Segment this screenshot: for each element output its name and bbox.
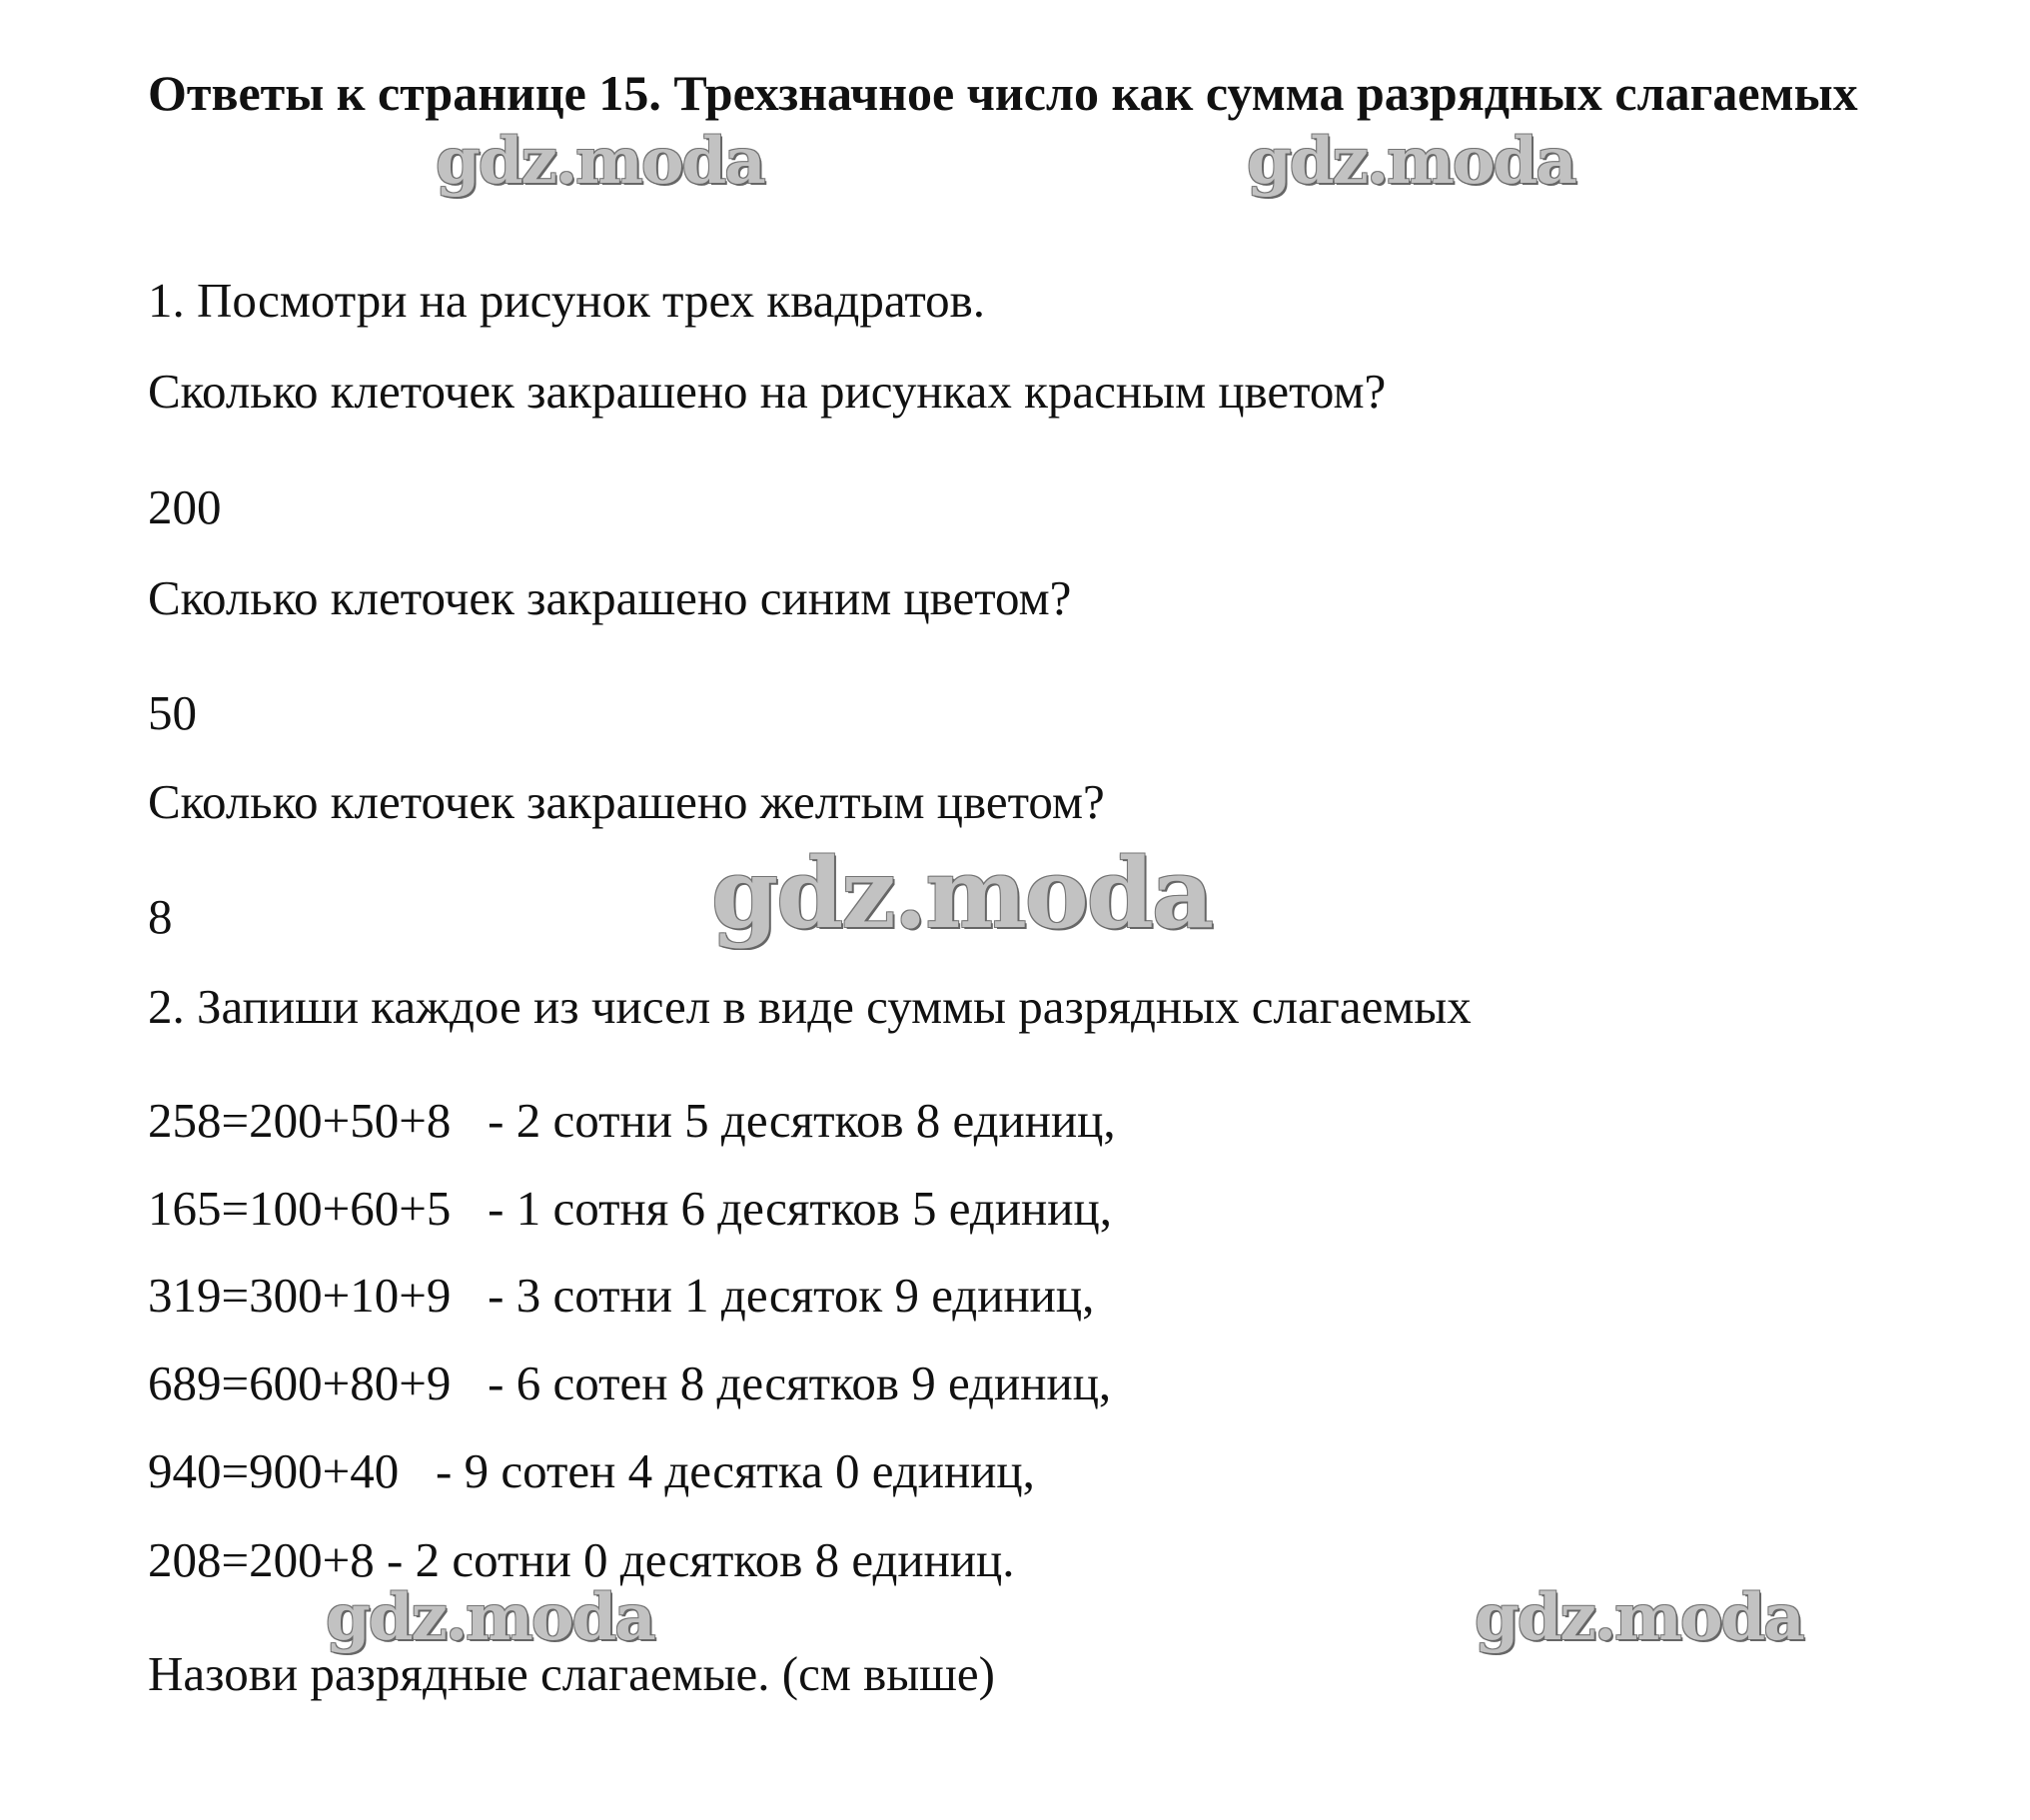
expansion-line: 165=100+60+5 - 1 сотня 6 десятков 5 единиц, [148, 1181, 1112, 1236]
answer-red: 200 [148, 479, 222, 534]
watermark-logo: gdz.moda [326, 1580, 654, 1655]
expansion-line: 319=300+10+9 - 3 сотни 1 десяток 9 единиц, [148, 1268, 1095, 1323]
answer-yellow: 8 [148, 889, 173, 944]
watermark-logo: gdz.moda [1475, 1580, 1803, 1655]
question-red: Сколько клеточек закрашено на рисунках красным цветом? [148, 364, 1387, 419]
question-yellow: Сколько клеточек закрашено желтым цветом? [148, 774, 1105, 829]
expansion-line: 208=200+8 - 2 сотни 0 десятков 8 единиц. [148, 1532, 1015, 1587]
closing-instruction: Назови разрядные слагаемые. (см выше) [148, 1646, 995, 1701]
task1-prompt: 1. Посмотри на рисунок трех квадратов. [148, 273, 986, 328]
expansion-line: 258=200+50+8 - 2 сотни 5 десятков 8 единиц, [148, 1093, 1116, 1148]
task2-prompt: 2. Запиши каждое из чисел в виде суммы разрядных слагаемых [148, 979, 1472, 1034]
expansion-line: 689=600+80+9 - 6 сотен 8 десятков 9 единиц, [148, 1356, 1112, 1410]
page-title: Ответы к странице 15. Трехзначное число как сумма разрядных слагаемых [148, 65, 1858, 121]
watermark-logo: gdz.moda [436, 124, 764, 199]
watermark-logo: gdz.moda [1247, 124, 1575, 199]
expansion-line: 940=900+40 - 9 сотен 4 десятка 0 единиц, [148, 1443, 1035, 1498]
answer-blue: 50 [148, 685, 197, 740]
watermark-logo: gdz.moda [711, 837, 1213, 950]
question-blue: Сколько клеточек закрашено синим цветом? [148, 570, 1072, 625]
